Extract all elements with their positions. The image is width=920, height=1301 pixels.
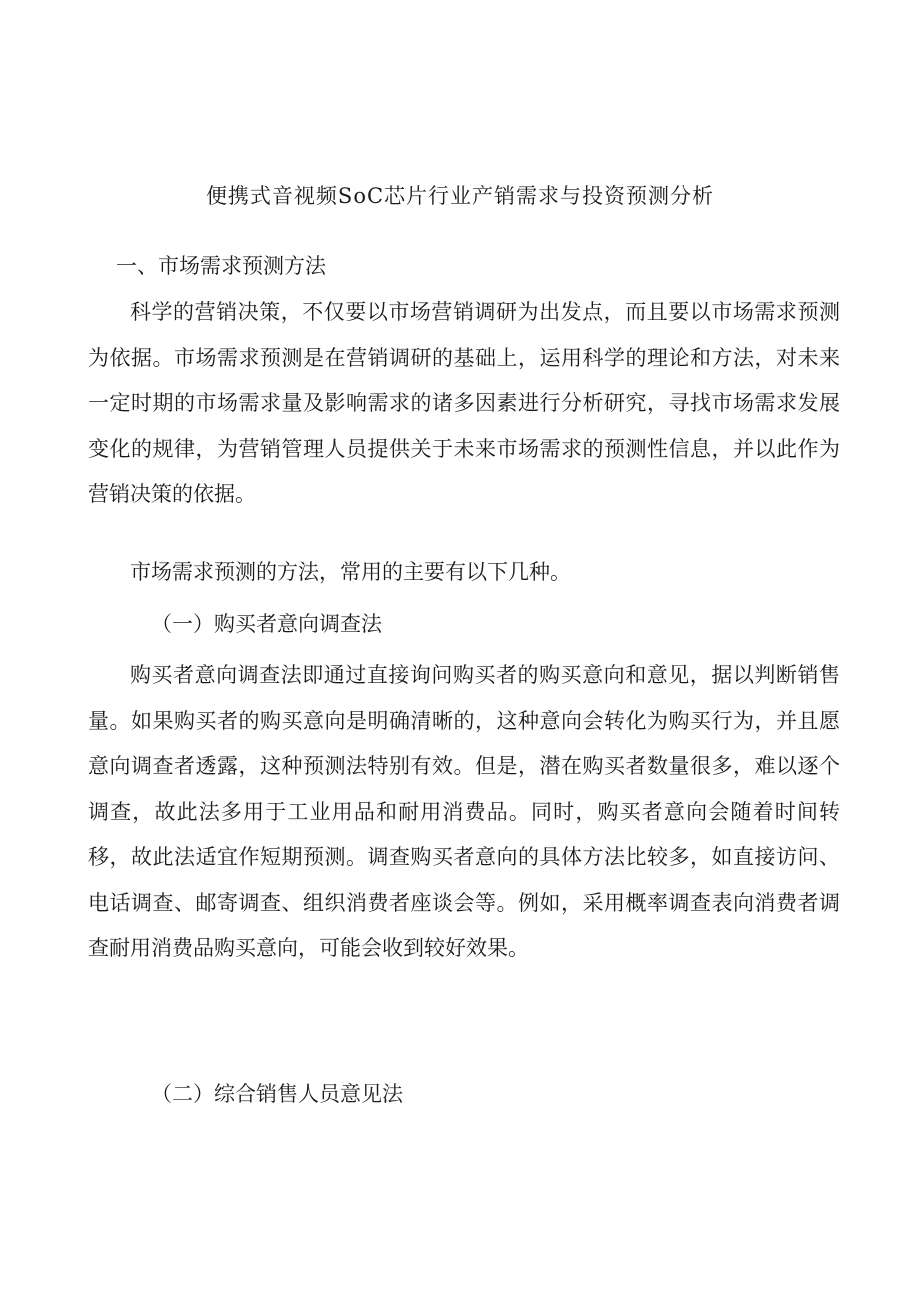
section-heading: 一、市场需求预测方法: [116, 254, 326, 278]
subheading-buyer-intention: （一）购买者意向调查法: [151, 612, 382, 636]
paragraph-buyer-intention: 购买者意向调查法即通过直接询问购买者的购买意向和意见，据以判断销售量。如果购买者的购买意向是明确清晰的，这种意向会转化为购买行为，并且愿意向调查者透露，这种预测法特别有效。但是，潜在购买者数量很多，难以逐个调查，故此法多用于工业用品和耐用消费品。同时，购买者意向会随着时间转移，故此法适宜作短期预测。调查购买者意向的具体方法比较多，如直接访问、电话调查、邮寄调查、组织消费者座谈会等。例如，采用概率调查表向消费者调查耐用消费品购买意向，可能会收到较好效果。: [88, 663, 840, 960]
paragraph-intro: 科学的营销决策，不仅要以市场营销调研为出发点，而且要以市场需求预测为依据。市场需求预测是在营销调研的基础上，运用科学的理论和方法，对未来一定时期的市场需求量及影响需求的诸多因素进行分析研究，寻找市场需求发展变化的规律，为营销管理人员提供关于未来市场需求的预测性信息，并以此作为营销决策的依据。: [88, 300, 840, 506]
document-title: 便携式音视频SoC芯片行业产销需求与投资预测分析: [205, 184, 715, 208]
paragraph-methods: 市场需求预测的方法，常用的主要有以下几种。: [130, 560, 571, 584]
subheading-sales-opinion: （二）综合销售人员意见法: [151, 1082, 403, 1106]
